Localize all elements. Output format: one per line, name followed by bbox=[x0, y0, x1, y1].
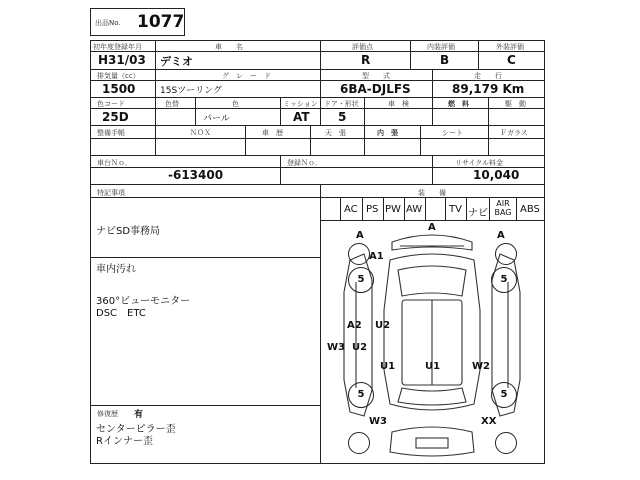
lot-box bbox=[90, 8, 185, 36]
mark-w2: W2 bbox=[472, 361, 490, 372]
manual-label: 整備手帳 bbox=[97, 129, 125, 137]
tire-front-right: 5 bbox=[491, 267, 517, 293]
inspection-label: 車 検 bbox=[388, 100, 409, 108]
spare-tire-front-right bbox=[495, 243, 517, 265]
mark-w3-bottom: W3 bbox=[369, 416, 387, 427]
seat-label: シート bbox=[442, 129, 463, 137]
mark-a-top-left: A bbox=[356, 230, 364, 241]
displacement-value: 1500 bbox=[102, 82, 136, 96]
mark-u2-upper: U2 bbox=[375, 320, 391, 331]
interior-trim-label: 内 張 bbox=[377, 129, 398, 137]
mark-u1-left: U1 bbox=[380, 361, 396, 372]
mark-a1: A1 bbox=[369, 251, 384, 262]
interior-score-value: B bbox=[440, 53, 450, 67]
lot-label: 出品No. bbox=[95, 19, 121, 27]
recycle-label: リサイクル料金 bbox=[455, 159, 504, 167]
repair-history-value: 有 bbox=[134, 410, 144, 420]
spare-tire-rear-right bbox=[495, 432, 517, 454]
year-value: H31/03 bbox=[98, 53, 146, 67]
type-value: 6BA-DJLFS bbox=[340, 82, 411, 96]
grade-label: グ レ ー ド bbox=[222, 72, 271, 80]
mark-a-top-right: A bbox=[497, 230, 505, 241]
note-line-1: ナビSD事務局 bbox=[96, 226, 161, 237]
equip-pw: PW bbox=[385, 204, 401, 215]
type-label: 型 式 bbox=[362, 72, 390, 80]
score-label: 評価点 bbox=[352, 43, 373, 51]
registration-label: 登録Ｎｏ． bbox=[287, 159, 322, 167]
tire-front-left: 5 bbox=[348, 267, 374, 293]
grade-value: 15Sツーリング bbox=[160, 86, 222, 96]
model-label: 車 名 bbox=[215, 43, 243, 51]
doors-label: ドア・形状 bbox=[324, 100, 359, 108]
equip-navi: ナビ bbox=[468, 208, 488, 219]
equip-airbag: AIR BAG bbox=[494, 199, 512, 217]
repair-line-2: Rインナー歪 bbox=[96, 436, 153, 447]
tire-rear-left: 5 bbox=[348, 382, 374, 408]
equip-aw: AW bbox=[406, 204, 423, 215]
interior-score-label: 内装評価 bbox=[427, 43, 455, 51]
lot-number: 1077 bbox=[137, 12, 185, 32]
mark-a-top-center: A bbox=[428, 222, 436, 233]
mark-a2: A2 bbox=[347, 320, 362, 331]
spare-tire-rear-left bbox=[348, 432, 370, 454]
glass-label: Ｆガラス bbox=[500, 129, 528, 137]
mark-xx: XX bbox=[481, 416, 497, 427]
repair-history-label: 修復歴 bbox=[97, 410, 118, 418]
equipment-label: 装 備 bbox=[418, 189, 446, 197]
mark-u1-center: U1 bbox=[425, 361, 441, 372]
chassis-label: 車台Ｎｏ． bbox=[97, 159, 132, 167]
notes-label: 特記事項 bbox=[97, 189, 125, 197]
note-line-3: 360°ビューモニター bbox=[96, 296, 191, 307]
note-line-2: 車内汚れ bbox=[96, 264, 136, 275]
color-code-value: 25D bbox=[102, 110, 129, 124]
repair-line-1: センターピラー歪 bbox=[96, 424, 176, 435]
spare-tire-front-left bbox=[348, 243, 370, 265]
doors-value: 5 bbox=[338, 110, 347, 124]
equip-tv: TV bbox=[449, 204, 462, 215]
mileage-value: 89,179 Km bbox=[452, 82, 525, 96]
exterior-score-value: C bbox=[507, 53, 516, 67]
exterior-score-label: 外装評価 bbox=[496, 43, 524, 51]
nox-label: ＮＯＸ bbox=[190, 129, 211, 137]
equip-abs: ABS bbox=[520, 204, 540, 215]
drive-label: 駆 動 bbox=[505, 100, 526, 108]
equip-ps: PS bbox=[366, 204, 379, 215]
chassis-value: -613400 bbox=[168, 168, 224, 182]
mission-label: ミッション bbox=[283, 100, 318, 108]
equip-ac: AC bbox=[344, 204, 358, 215]
fuel-label: 燃 料 bbox=[448, 100, 469, 108]
recycle-value: 10,040 bbox=[473, 168, 520, 182]
color-value: パール bbox=[203, 114, 230, 124]
mileage-label: 走 行 bbox=[474, 72, 502, 80]
year-label: 初年度登録年月 bbox=[93, 43, 142, 51]
color-label: 色 bbox=[232, 100, 239, 108]
history-label: 車 歴 bbox=[262, 129, 283, 137]
color-change-label: 色替 bbox=[165, 100, 179, 108]
tire-rear-right: 5 bbox=[491, 382, 517, 408]
score-value: R bbox=[361, 53, 371, 67]
mission-value: AT bbox=[293, 110, 310, 124]
mark-w3-u2: W3 U2 bbox=[327, 342, 368, 353]
displacement-label: 排気量（cc） bbox=[97, 72, 140, 80]
ceiling-label: 天 張 bbox=[325, 129, 346, 137]
note-line-4: DSC ETC bbox=[96, 308, 146, 319]
color-code-label: 色コード bbox=[97, 100, 125, 108]
model-value: デミオ bbox=[160, 55, 193, 68]
